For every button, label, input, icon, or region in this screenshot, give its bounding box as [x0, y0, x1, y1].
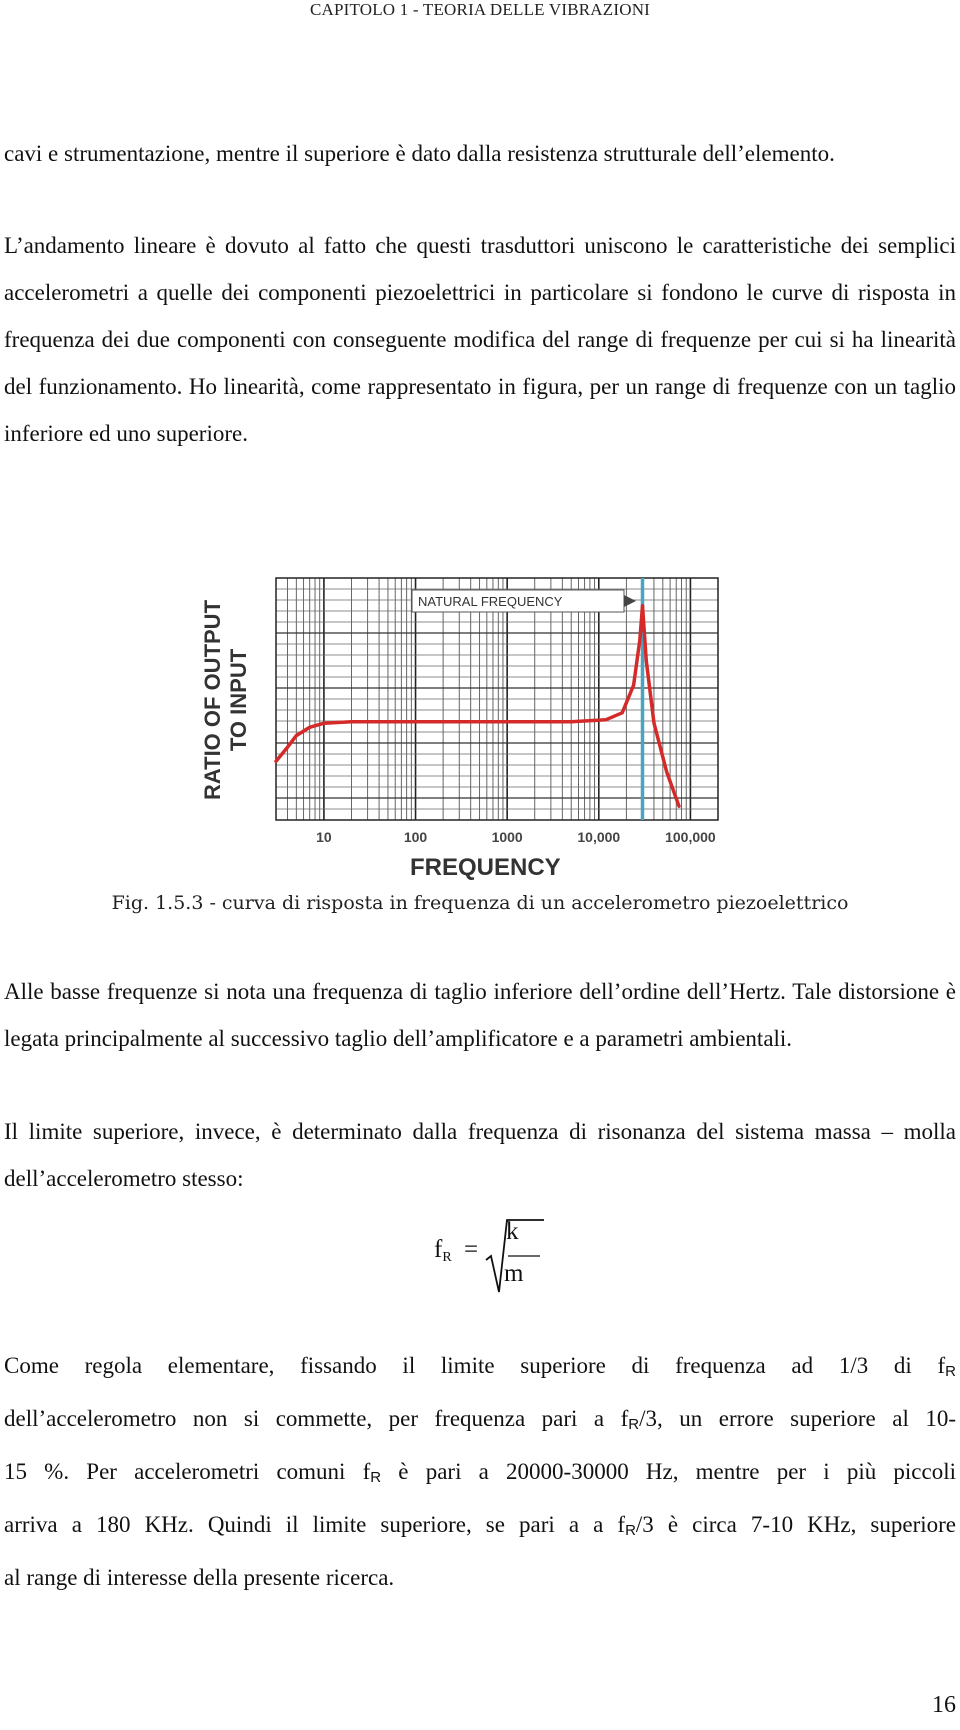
x-tick-label: 100 [403, 829, 428, 845]
resonance-formula [434, 1218, 544, 1288]
formula-denominator: m [504, 1260, 524, 1287]
paragraph-limit: Il limite superiore, invece, è determinato dalla frequenza di risonanza del sistema massa – molla dell’accelerometro stesso: [4, 1119, 956, 1191]
paragraph-low: Alle basse frequenze si nota una frequenza di taglio inferiore dell’ordine dell’Hertz. Tale distorsione è legata principalmente al successivo taglio dell’amplificatore e a parametri ambientali. [4, 979, 956, 1051]
page-number: 16 [932, 1692, 956, 1718]
paragraph-intro: L’andamento lineare è dovuto al fatto che questi trasduttori uniscono le caratteristiche dei semplici accelerometri a quelle dei componenti piezoelettrici in particolare si fondono le curve di risposta in frequenza dei due componenti con conseguente modifica del range di frequenze per cui si ha linearità del funzionamento. Ho linearità, come rappresentato in figura, per un range di frequenze con un taglio inferiore ed uno superiore. [4, 233, 956, 446]
figure-caption: Fig. 1.5.3 - curva di risposta in frequenza di un accelerometro piezoelettrico [111, 892, 849, 914]
x-tick-label: 10 [316, 829, 332, 845]
formula-equals: = [464, 1236, 479, 1263]
x-tick-label: 1000 [491, 829, 523, 845]
formula-f: $f_R$ [434, 1236, 452, 1265]
x-tick-labels [316, 829, 716, 845]
annotation-natural-frequency [412, 590, 636, 612]
paragraph-top: cavi e strumentazione, mentre il superiore è dato dalla resistenza strutturale dell’elemento. [4, 141, 835, 166]
x-tick-label: 10,000 [577, 829, 621, 845]
paragraph-last: Come regola elementare, fissando il limite superiore di frequenza ad 1/3 di $f_R$ dell’accelerometro non si commette, per frequenza pari a $f_R/3$, un errore superiore al 10- 15 %. Per accelerometri comuni $f_R$ è pari a 20000-30000 Hz, mentre per i più piccoli arriva a 180 KHz. Quindi il limite superiore, se pari a a $f_R/3$ è circa 7-10 KHz, superiore al range di interesse della presente ricerca. [4, 1353, 956, 1590]
frequency-response-chart [200, 572, 760, 892]
x-axis-label: FREQUENCY [410, 854, 561, 881]
sqrt-symbol [434, 1218, 544, 1298]
annotation-label: NATURAL FREQUENCY [418, 594, 563, 609]
y-axis-label-line2: TO INPUT [226, 648, 251, 752]
formula-numerator: k [506, 1218, 519, 1245]
x-tick-label: 100,000 [665, 829, 716, 845]
y-axis-label-line1: RATIO OF OUTPUT [200, 599, 225, 801]
running-header: CAPITOLO 1 - TEORIA DELLE VIBRAZIONI [309, 0, 651, 19]
